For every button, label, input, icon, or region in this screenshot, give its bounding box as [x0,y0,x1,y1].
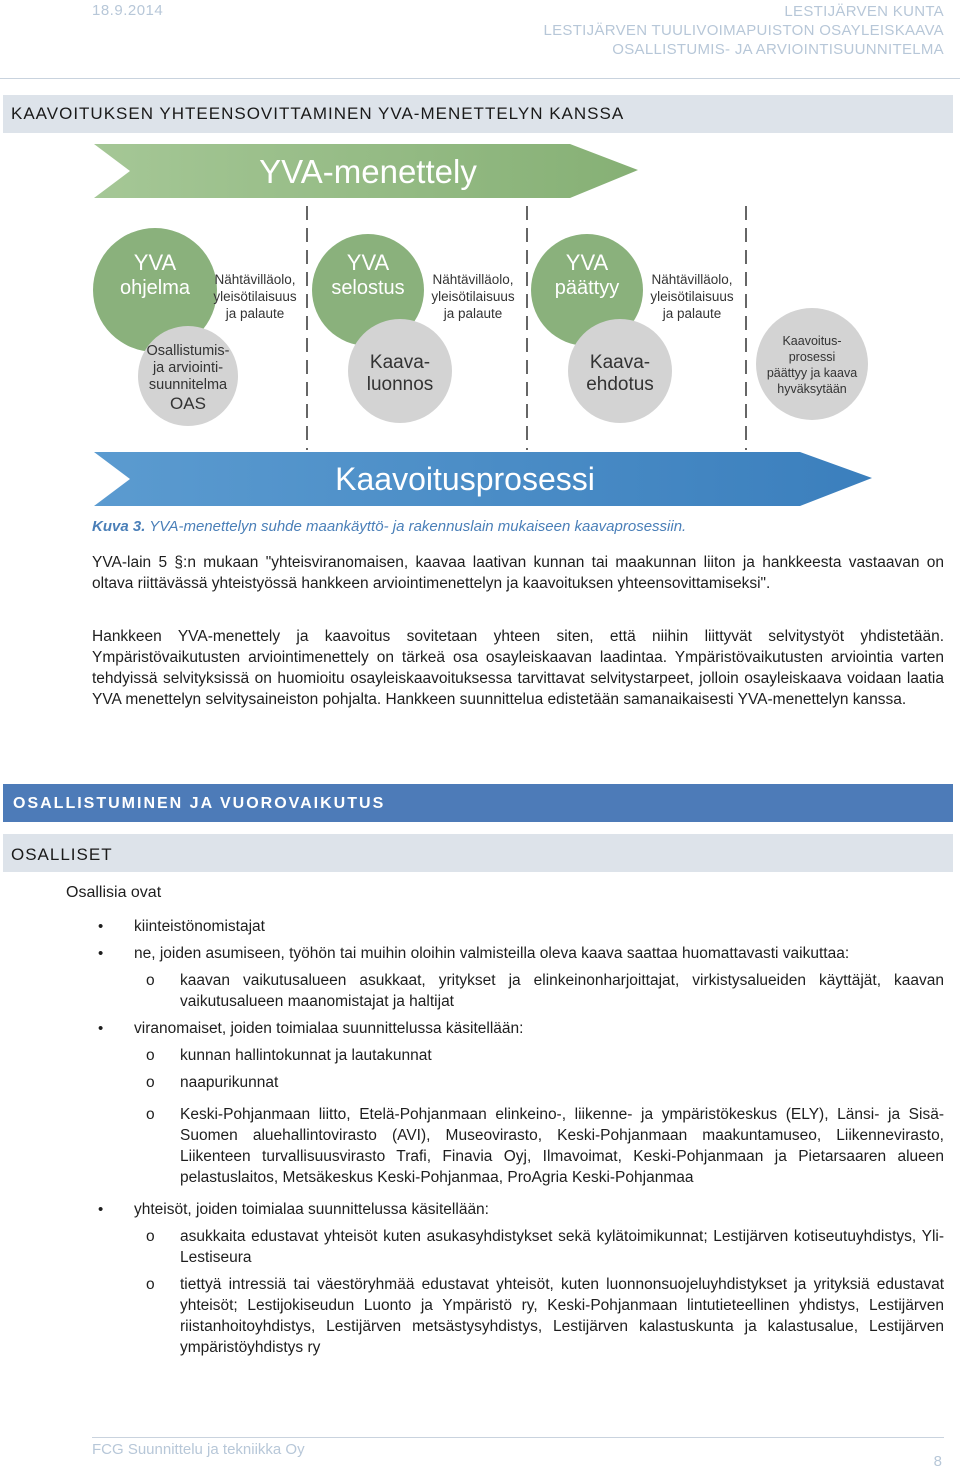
header-date: 18.9.2014 [92,2,164,19]
yva-selostus-label-1: YVA [346,250,390,275]
note-3-line-2: yleisötilaisuus [650,289,734,304]
section-heading: KAAVOITUKSEN YHTEENSOVITTAMINEN YVA-MENETTELYN KANSSA [11,104,625,123]
yva-ohjelma-label-2: ohjelma [119,277,191,299]
subsection-heading-band [3,834,953,872]
note-1-line-2: yleisötilaisuus [213,289,297,304]
list-item: • kiinteistönomistajat [92,916,944,937]
yva-process-diagram [90,140,880,512]
page-number: 8 [933,1453,942,1470]
list-intro: Osallisia ovat [66,884,162,901]
yva-selostus-label-2: selostus [331,277,405,299]
kaavaluonnos-line-1: Kaava- [369,352,431,373]
kaavoitus-paattyy-circle [756,308,868,420]
yva-ohjelma-label-1: YVA [133,250,177,275]
figure-caption [92,518,686,535]
kaavoitus-paattyy-line-2: prosessi [788,350,836,364]
note-3-line-3: ja palaute [662,306,722,321]
kaavoitus-arrow-label: Kaavoitusprosessi [335,461,595,497]
oas-line-4: OAS [170,394,206,413]
kaavoitus-paattyy-line-4: hyväksytään [777,382,847,396]
sub-list-item: o asukkaita edustavat yhteisöt kuten asukasyhdistykset sekä kylätoimikunnat; Lestijärven kotiseutuyhdistys, Yli-Lestiseura [92,1226,944,1268]
header-line-3: OSALLISTUMIS- JA ARVIOINTISUUNNITELMA [612,41,944,58]
oas-line-1: Osallistumis- [146,343,230,359]
kaavaluonnos-line-2: luonnos [366,374,434,395]
note-3-line-1: Nähtävilläolo, [651,272,733,287]
footer-divider [92,1437,944,1438]
kaavaehdotus-line-2: ehdotus [586,374,654,395]
footer-company: FCG Suunnittelu ja tekniikka Oy [92,1441,305,1458]
yva-paattyy-label-1: YVA [565,250,609,275]
note-2-line-1: Nähtävilläolo, [432,272,514,287]
paragraph-1: YVA-lain 5 §:n mukaan "yhteisviranomaisen, kaavaa laativan kunnan tai maakunnan liiton ja hankkeesta vastaavan on oltava riittävässä yhteistyössä hankkeen arviointimenettelyn ja kaavoituksen yhteensovittamiseksi". [92,554,944,592]
paragraph-2: Hankkeen YVA-menettely ja kaavoitus sovitetaan yhteen siten, että niihin liittyvät selvitystyöt yhdistetään. Ympäristövaikutusten arviointimenettely on tärkeä osa osayleiskaavan laadintaa. Ympäristövaikutusten arviointia varten tehdyissä selvityksissä on huomioitu osayleiskaavoituksessa tarvittavat selvitystarpeet, jolloin osayleiskaava voidaan laatia YVA menettelyn selvitysaineiston pohjalta. Hankkeen suunnittelua edistetään samanaikaisesti YVA-menettelyn kanssa. [92,628,944,708]
header-line-2: LESTIJÄRVEN TUULIVOIMAPUISTON OSAYLEISKAAVA [543,22,944,39]
section-heading-band-blue [3,784,953,822]
header-line-1: LESTIJÄRVEN KUNTA [784,3,944,20]
kaavaehdotus-line-1: Kaava- [589,352,651,373]
list-item: • ne, joiden asumiseen, työhön tai muihin oloihin valmisteilla oleva kaava saattaa huomattavasti vaikuttaa: [92,943,944,964]
sub-list-item: o Keski-Pohjanmaan liitto, Etelä-Pohjanmaan elinkeino-, liikenne- ja ympäristökeskus (ELY), Länsi- ja Sisä-Suomen aluehallintovirasto (AVI), Museovirasto, Keski-Pohjanmaan maakuntamuseo, Liikennevirasto, Liikenteen turvallisuusvirasto Trafi, Finavia Oyj, Ilmavoimat, Keski-Pohjanmaan ja Pietarsaaren alueen pelastuslaitos, Metsäkeskus Keski-Pohjanmaa, ProAgria Keski-Pohjanmaa [92,1104,944,1188]
caption-text: YVA-menettelyn suhde maankäyttö- ja rakennuslain mukaiseen kaavaprosessiin. [149,518,687,535]
list-item: • viranomaiset, joiden toimialaa suunnittelussa käsitellään: [92,1018,944,1039]
note-1-line-3: ja palaute [225,306,285,321]
caption-label: Kuva 3. [92,518,146,535]
note-2-line-2: yleisötilaisuus [431,289,515,304]
yva-arrow-label: YVA-menettely [259,153,477,190]
sub-list-item: o kaavan vaikutusalueen asukkaat, yritykset ja elinkeinonharjoittajat, virkistysalueiden käyttäjät, kaavan vaikutusalueen maanomistajat ja haltijat [92,970,944,1012]
sub-list-item: o kunnan hallintokunnat ja lautakunnat [92,1045,944,1066]
yva-paattyy-label-2: päättyy [554,277,620,299]
note-2-line-3: ja palaute [443,306,503,321]
subsection-heading-osalliset: OSALLISET [11,845,113,864]
header-divider [0,78,960,79]
stakeholder-list [92,916,944,1364]
kaavoitus-paattyy-line-3: päättyy ja kaava [766,366,858,380]
kaavoitus-paattyy-line-1: Kaavoitus- [782,334,842,348]
oas-line-3: suunnitelma [148,377,228,393]
header-block [543,2,944,59]
section-heading-band [3,95,953,133]
sub-list-item: o naapurikunnat [92,1072,944,1093]
section-heading-osallistuminen: OSALLISTUMINEN JA VUOROVAIKUTUS [13,795,386,812]
list-item: • yhteisöt, joiden toimialaa suunnittelussa käsitellään: [92,1199,944,1220]
oas-line-2: ja arviointi- [152,360,224,376]
note-1-line-1: Nähtävilläolo, [214,272,296,287]
sub-list-item: o tiettyä intressiä tai väestöryhmää edustavat yhteisöt, kuten luonnonsuojeluyhdistykset ja yrityksiä edustavat yhteisöt; Lestijokiseudun Luonto ja Ympäristö ry, Keski-Pohjanmaan lintutieteellinen yhdistys, Lestijärven riistanhoitoyhdistys, Lestijärven metsästysyhdistys, Lestijärven kalastuskunta ja kalastusalue, Lestijärven ympäristöyhdistys ry [92,1274,944,1358]
